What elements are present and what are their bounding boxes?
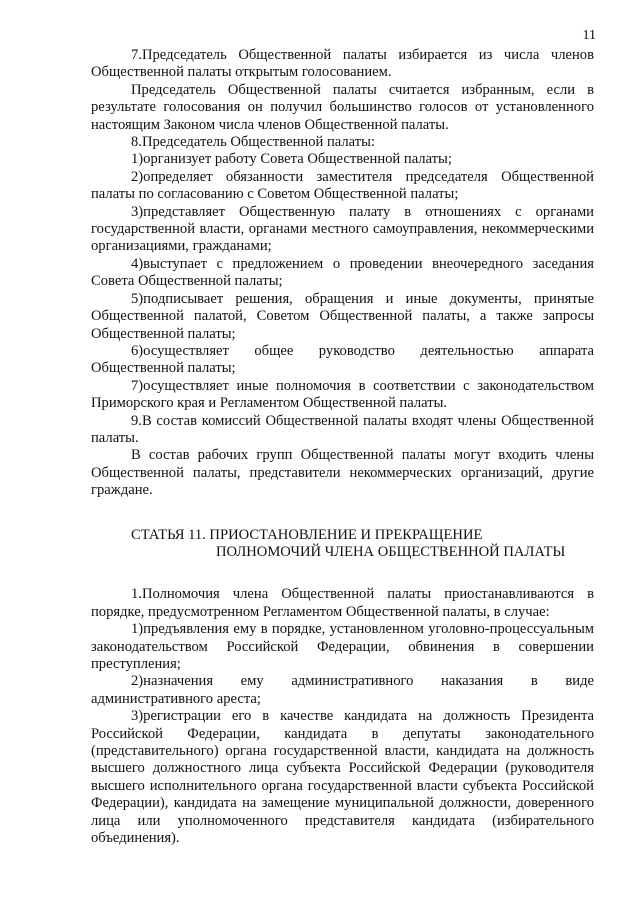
page-number: 11 <box>582 28 596 43</box>
article-heading-line-1: СТАТЬЯ 11. ПРИОСТАНОВЛЕНИЕ И ПРЕКРАЩЕНИЕ <box>131 526 483 543</box>
article-heading-line-2: ПОЛНОМОЧИЙ ЧЛЕНА ОБЩЕСТВЕННОЙ ПАЛАТЫ <box>216 543 566 560</box>
document-body <box>91 47 594 847</box>
paragraph: 8.Председатель Общественной палаты: <box>131 134 375 151</box>
paragraph: 5)подписывает решения, обращения и иные документы, принятые Общественной палатой, Советом Общественной палаты, а также запросы Общественной палаты; <box>91 290 594 342</box>
paragraph: 3)регистрации его в качестве кандидата на должность Президента Российской Федерации, кандидата в депутаты законодательного (представительного) органа государственной власти, кандидата на должность высшего должностного лица субъекта Российской Федерации (руководителя высшего исполнительного органа государственной власти субъекта Российской Федерации), кандидата на замещение муниципальной должности, доверенного лица или уполномоченного представителя кандидата (избирательного объединения). <box>91 708 594 847</box>
paragraph: 1)организует работу Совета Общественной палаты; <box>131 151 452 168</box>
paragraph-block-1 <box>91 47 594 500</box>
paragraph: 7)осуществляет иные полномочия в соответствии с законодательством Приморского края и Регламентом Общественной палаты. <box>91 377 594 412</box>
paragraph: Председатель Общественной палаты считается избранным, если в результате голосования он получил большинство голосов от установленного настоящим Законом числа членов Общественной палаты. <box>91 81 594 133</box>
paragraph: 4)выступает с предложением о проведении внеочередного заседания Совета Общественной палаты; <box>91 255 594 290</box>
paragraph: 7.Председатель Общественной палаты избирается из числа членов Общественной палаты открытым голосованием. <box>91 47 594 81</box>
paragraph-block-2 <box>91 586 594 847</box>
article-heading <box>91 527 594 562</box>
paragraph: 2)назначения ему административного наказания в виде административного ареста; <box>91 673 594 707</box>
paragraph: 6)осуществляет общее руководство деятельностью аппарата Общественной палаты; <box>91 342 594 377</box>
paragraph: 1.Полномочия члена Общественной палаты приостанавливаются в порядке, предусмотренном Регламентом Общественной палаты, в случае: <box>91 586 594 620</box>
paragraph: В состав рабочих групп Общественной палаты могут входить члены Общественной палаты, представители некоммерческих организаций, другие граждане. <box>91 447 594 499</box>
paragraph: 2)определяет обязанности заместителя председателя Общественной палаты по согласованию с Советом Общественной палаты; <box>91 168 594 203</box>
paragraph: 1)предъявления ему в порядке, установленном уголовно-процессуальным законодательством Российской Федерации, обвинения в совершении преступления; <box>91 621 594 672</box>
paragraph: 9.В состав комиссий Общественной палаты входят члены Общественной палаты. <box>91 412 594 446</box>
paragraph: 3)представляет Общественную палату в отношениях с органами государственной власти, органами местного самоуправления, некоммерческими организациями, гражданами; <box>91 203 594 255</box>
